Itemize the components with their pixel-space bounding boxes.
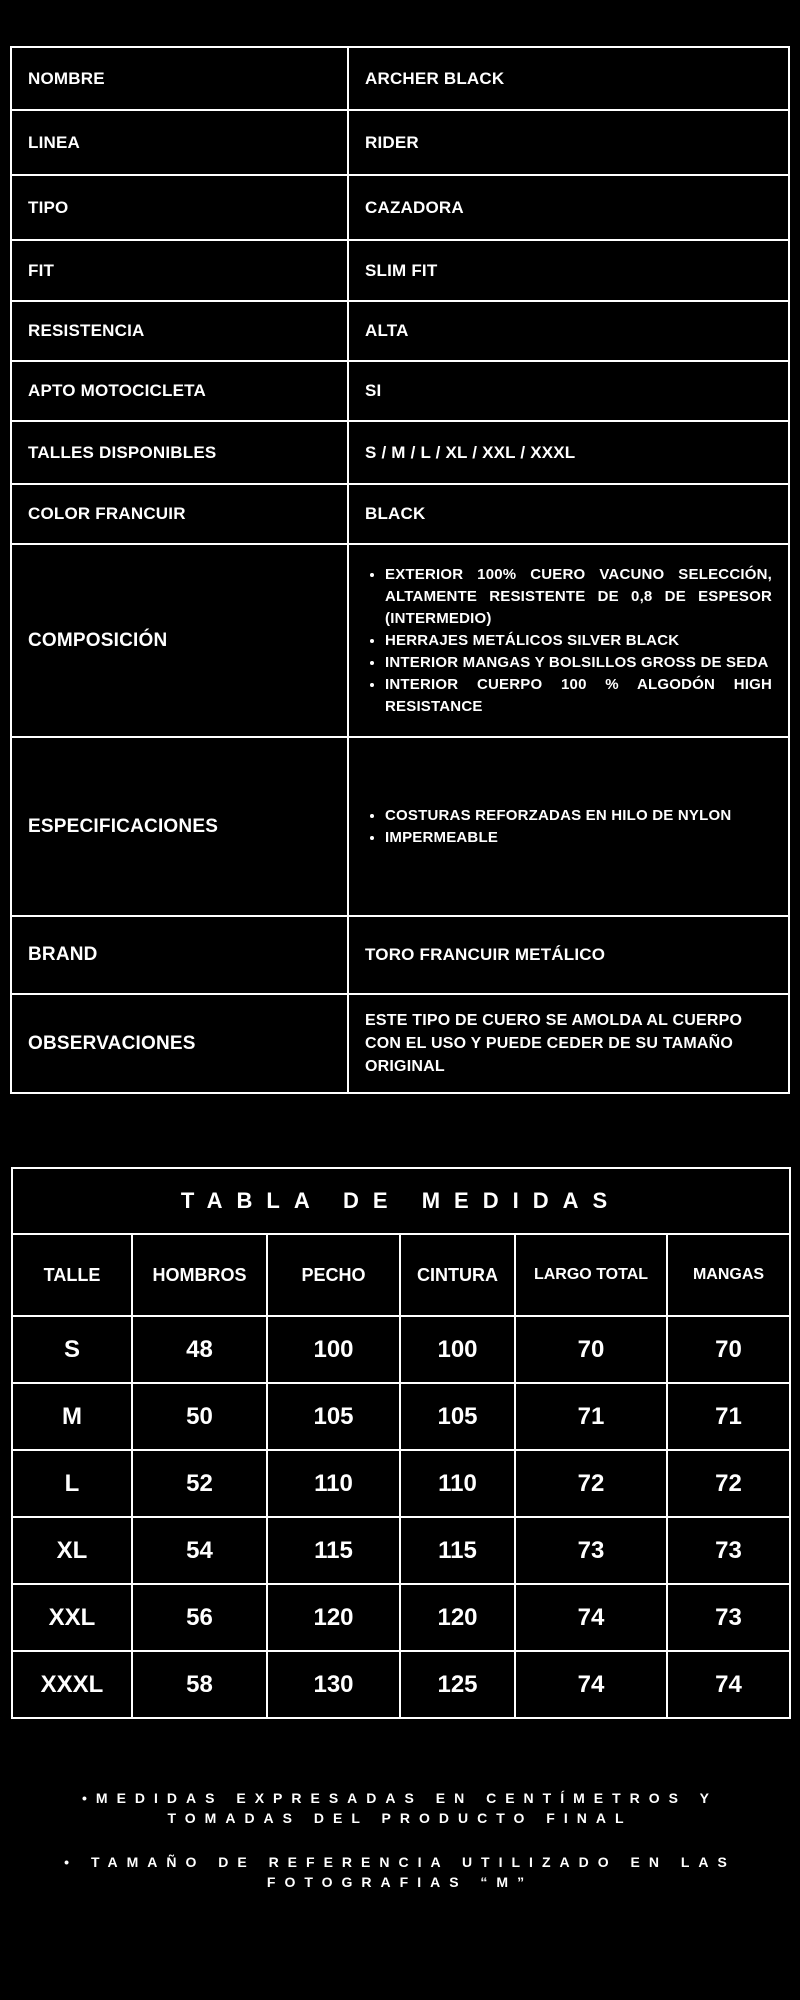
list-item: • HERRAJES METÁLICOS SILVER BLACK: [385, 630, 772, 652]
size-chart-title-row: [12, 1168, 790, 1234]
table-cell: 100: [267, 1316, 400, 1383]
table-cell: 72: [515, 1450, 667, 1517]
spec-value: SI: [348, 361, 789, 421]
table-cell: 71: [515, 1383, 667, 1450]
size-chart-table: [11, 1167, 791, 1719]
spec-row-brand: [11, 916, 789, 994]
spec-row-linea: [11, 110, 789, 175]
spec-value: RIDER: [348, 110, 789, 175]
spec-row-nombre: [11, 47, 789, 110]
column-header: HOMBROS: [132, 1234, 267, 1316]
table-cell: 54: [132, 1517, 267, 1584]
list-item: • INTERIOR MANGAS Y BOLSILLOS GROSS DE SEDA: [385, 652, 772, 674]
table-cell: 120: [400, 1584, 515, 1651]
table-cell: 115: [267, 1517, 400, 1584]
spec-row-observaciones: [11, 994, 789, 1093]
spec-label: COLOR FRANCUIR: [11, 484, 348, 544]
list-item: • IMPERMEABLE: [385, 827, 772, 849]
table-row: [12, 1450, 790, 1517]
list-item: • COSTURAS REFORZADAS EN HILO DE NYLON: [385, 805, 772, 827]
size-chart-title: TABLA DE MEDIDAS: [12, 1168, 790, 1234]
spec-value: ALTA: [348, 301, 789, 361]
table-cell: 73: [667, 1517, 790, 1584]
table-cell: 120: [267, 1584, 400, 1651]
spec-label: FIT: [11, 240, 348, 301]
table-row: [12, 1383, 790, 1450]
table-cell: 74: [515, 1651, 667, 1718]
table-row: [12, 1651, 790, 1718]
table-cell: 52: [132, 1450, 267, 1517]
table-cell: 74: [667, 1651, 790, 1718]
spec-value: CAZADORA: [348, 175, 789, 240]
table-cell: 110: [267, 1450, 400, 1517]
spec-row-color: [11, 484, 789, 544]
table-cell: 56: [132, 1584, 267, 1651]
column-header: LARGO TOTAL: [515, 1234, 667, 1316]
table-cell: M: [12, 1383, 132, 1450]
list-item: • EXTERIOR 100% CUERO VACUNO SELECCIÓN, ALTAMENTE RESISTENTE DE 0,8 DE ESPESOR (INTERMEDIO): [385, 564, 772, 630]
spec-value: ESTE TIPO DE CUERO SE AMOLDA AL CUERPO CON EL USO Y PUEDE CEDER DE SU TAMAÑO ORIGINAL: [348, 994, 789, 1093]
table-row: [12, 1584, 790, 1651]
spec-row-composicion: [11, 544, 789, 737]
spec-label: COMPOSICIÓN: [11, 544, 348, 737]
footnote-reference-size: • TAMAÑO DE REFERENCIA UTILIZADO EN LAS FOTOGRAFIAS “M”: [64, 1854, 736, 1890]
spec-label: NOMBRE: [11, 47, 348, 110]
table-cell: 130: [267, 1651, 400, 1718]
spec-value: TORO FRANCUIR METÁLICO: [348, 916, 789, 994]
spec-row-talles: [11, 421, 789, 484]
column-header: PECHO: [267, 1234, 400, 1316]
table-cell: L: [12, 1450, 132, 1517]
product-specs-table: [10, 46, 790, 1094]
table-cell: XL: [12, 1517, 132, 1584]
table-cell: 50: [132, 1383, 267, 1450]
table-cell: S: [12, 1316, 132, 1383]
spec-row-resistencia: [11, 301, 789, 361]
spec-label: LINEA: [11, 110, 348, 175]
composicion-list: [365, 564, 772, 718]
table-cell: 73: [667, 1584, 790, 1651]
size-chart-header-row: [12, 1234, 790, 1316]
especificaciones-list: [365, 805, 772, 849]
spec-row-especificaciones: [11, 737, 789, 916]
table-cell: 125: [400, 1651, 515, 1718]
list-item: • INTERIOR CUERPO 100 % ALGODÓN HIGH RESISTANCE: [385, 674, 772, 718]
table-cell: 48: [132, 1316, 267, 1383]
table-row: [12, 1316, 790, 1383]
spec-row-tipo: [11, 175, 789, 240]
table-cell: 70: [515, 1316, 667, 1383]
spec-label: TALLES DISPONIBLES: [11, 421, 348, 484]
column-header: MANGAS: [667, 1234, 790, 1316]
spec-label: BRAND: [11, 916, 348, 994]
table-cell: 74: [515, 1584, 667, 1651]
table-cell: 100: [400, 1316, 515, 1383]
table-cell: 72: [667, 1450, 790, 1517]
table-cell: 71: [667, 1383, 790, 1450]
spec-label: RESISTENCIA: [11, 301, 348, 361]
table-cell: 73: [515, 1517, 667, 1584]
table-row: [12, 1517, 790, 1584]
spec-row-fit: [11, 240, 789, 301]
table-cell: XXXL: [12, 1651, 132, 1718]
spec-value: ARCHER BLACK: [348, 47, 789, 110]
spec-value-list: [348, 544, 789, 737]
column-header: TALLE: [12, 1234, 132, 1316]
spec-label: OBSERVACIONES: [11, 994, 348, 1093]
table-cell: XXL: [12, 1584, 132, 1651]
footnote-measures-units: •MEDIDAS EXPRESADAS EN CENTÍMETROS Y TOMADAS DEL PRODUCTO FINAL: [82, 1790, 718, 1826]
spec-label: ESPECIFICACIONES: [11, 737, 348, 916]
table-cell: 110: [400, 1450, 515, 1517]
table-cell: 105: [400, 1383, 515, 1450]
spec-label: TIPO: [11, 175, 348, 240]
table-cell: 70: [667, 1316, 790, 1383]
table-cell: 105: [267, 1383, 400, 1450]
spec-row-apto-motocicleta: [11, 361, 789, 421]
spec-value: SLIM FIT: [348, 240, 789, 301]
spec-value: BLACK: [348, 484, 789, 544]
table-cell: 115: [400, 1517, 515, 1584]
spec-label: APTO MOTOCICLETA: [11, 361, 348, 421]
spec-value: S / M / L / XL / XXL / XXXL: [348, 421, 789, 484]
column-header: CINTURA: [400, 1234, 515, 1316]
spec-value-list: [348, 737, 789, 916]
table-cell: 58: [132, 1651, 267, 1718]
